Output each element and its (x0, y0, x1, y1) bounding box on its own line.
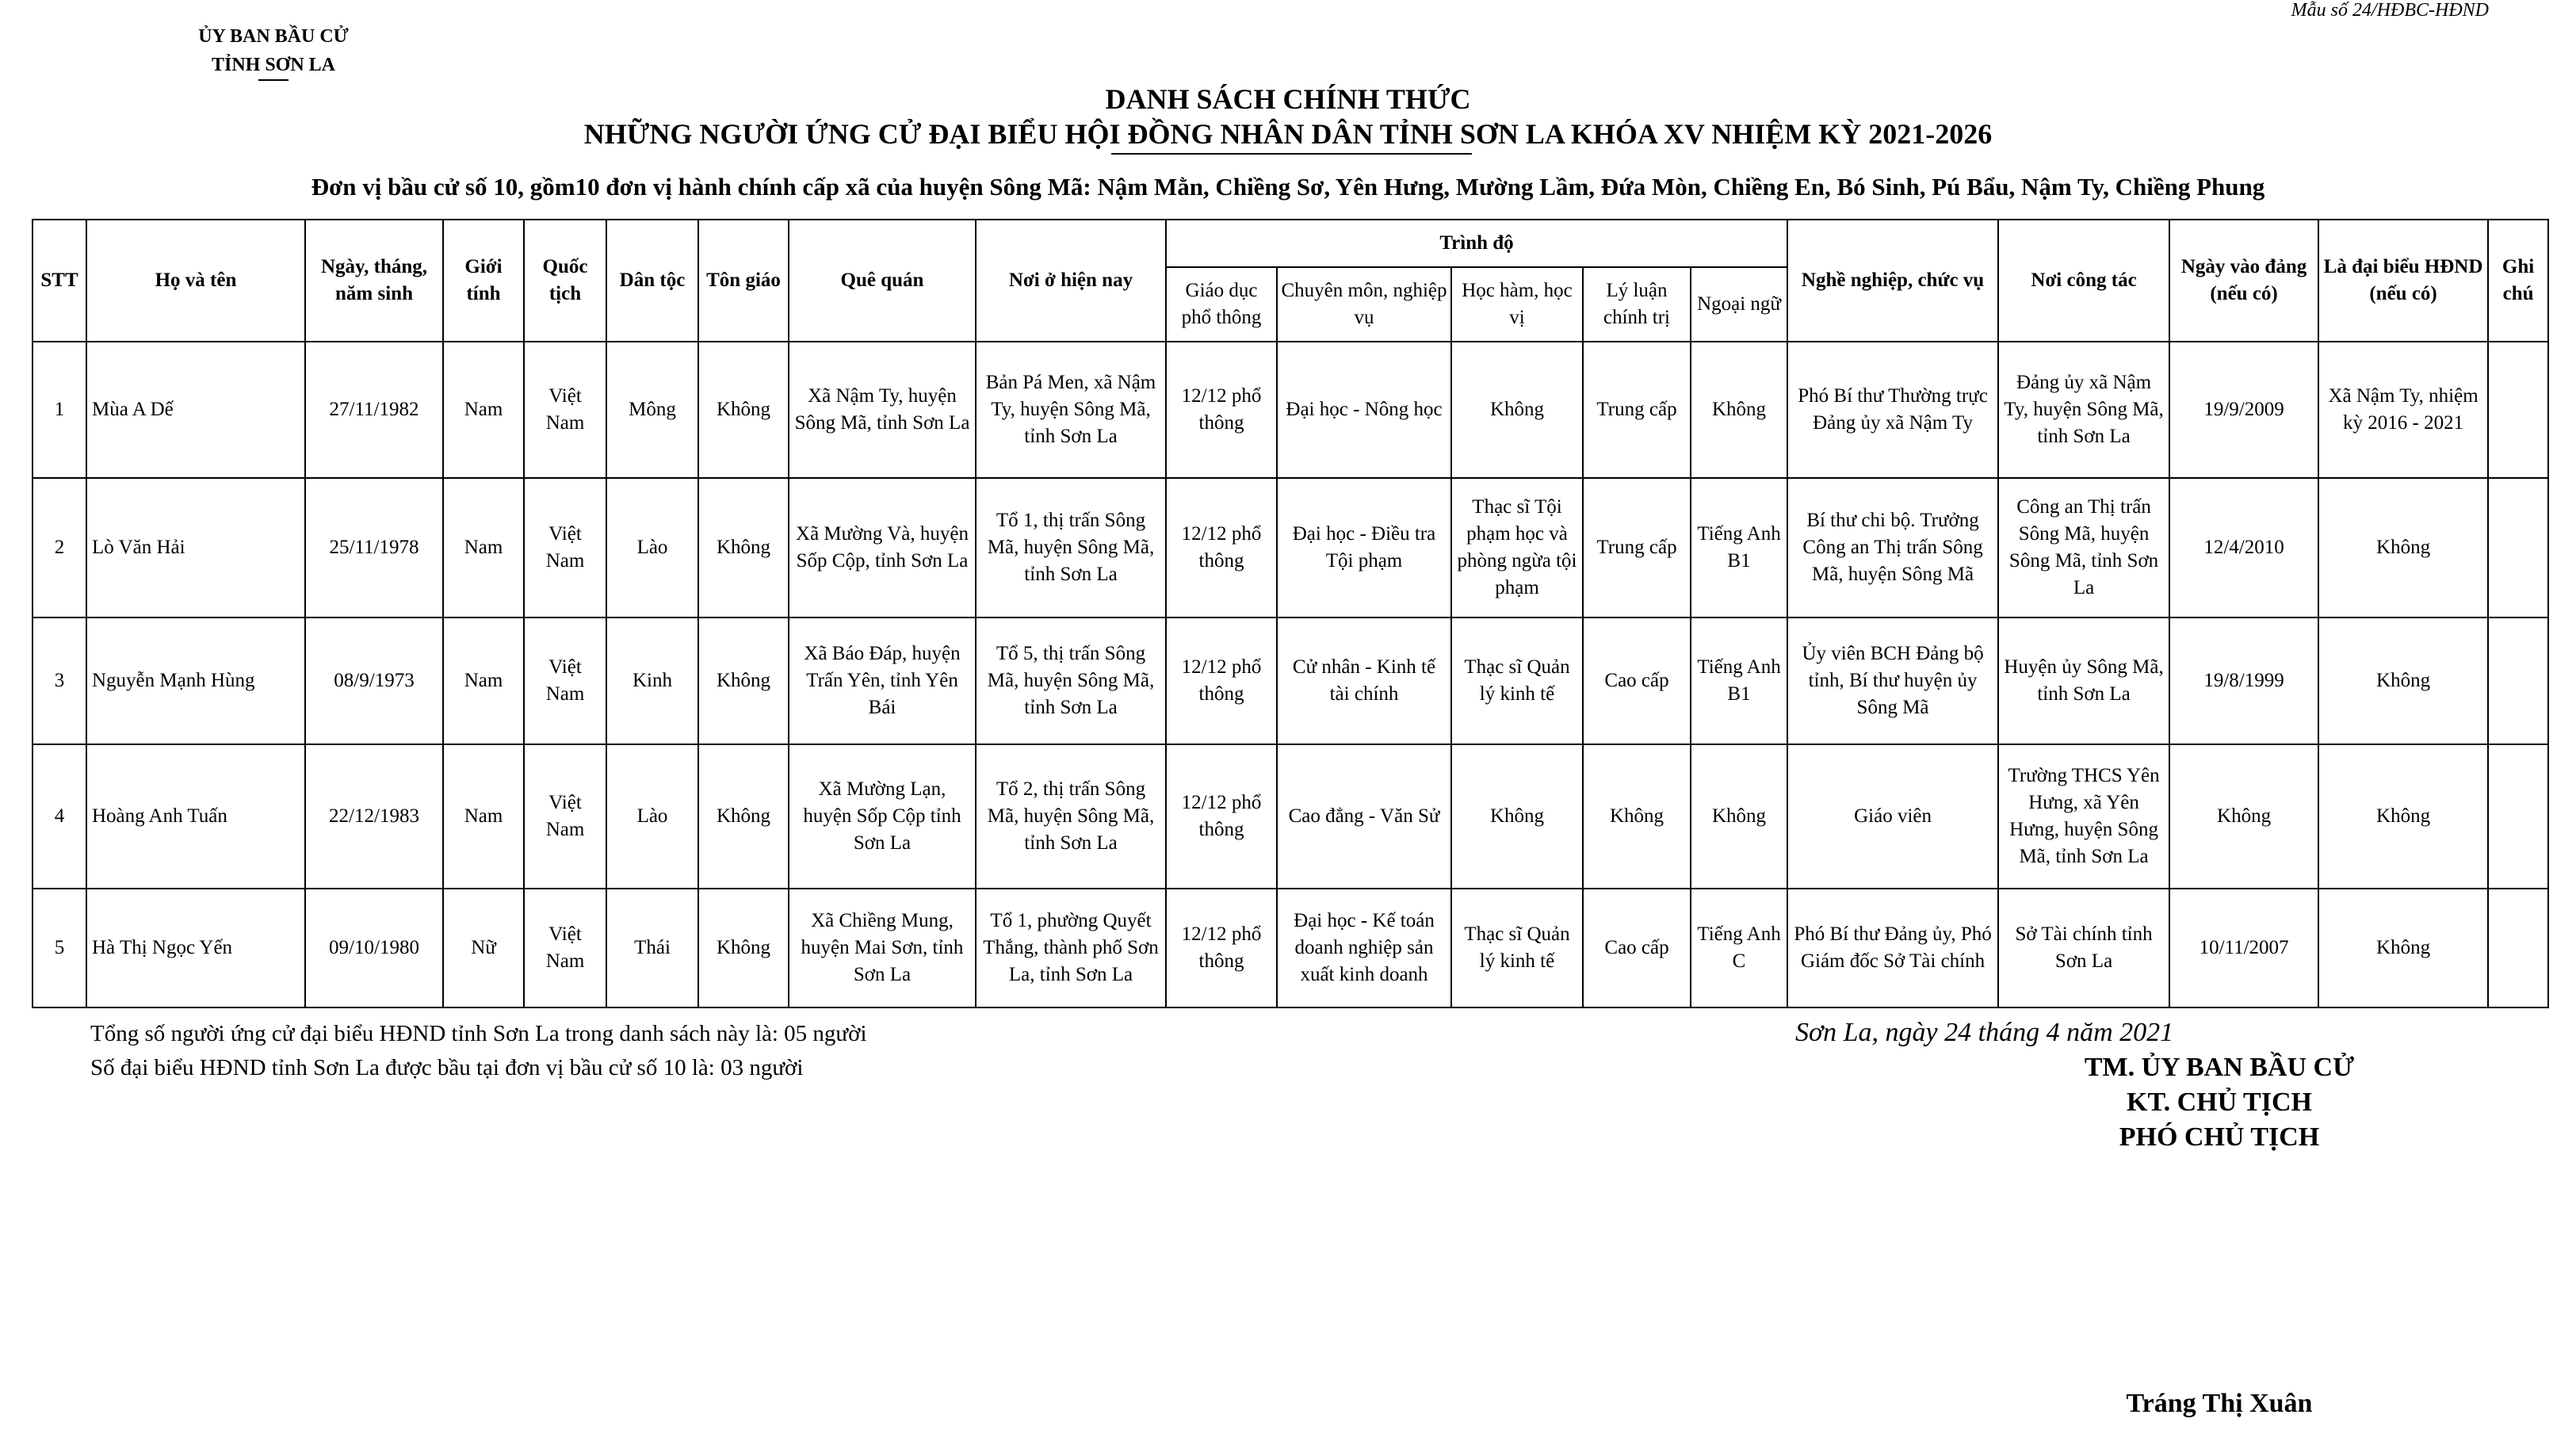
cell-religion: Không (698, 617, 789, 744)
table-row (32, 889, 2548, 1007)
cell-gender: Nam (443, 744, 524, 889)
col-header-professional: Chuyên môn, nghiệp vụ (1277, 267, 1451, 342)
total-candidates-note: Tổng số người ứng cử đại biểu HĐND tỉnh Sơn La trong danh sách này là: 05 người (90, 1021, 867, 1046)
cell-gender: Nam (443, 617, 524, 744)
col-header-delegate: Là đại biểu HĐND (nếu có) (2318, 220, 2488, 342)
electoral-unit-description: Đơn vị bầu cử số 10, gồm10 đơn vị hành chính cấp xã của huyện Sông Mã: Nậm Mằn, Chiềng Sơ, Yên Hưng, Mường Lầm, Đứa Mòn, Chiềng En, Bó Sinh, Pú Bẩu, Nậm Ty, Chiềng Phung (311, 173, 2265, 201)
cell-party-date: 19/9/2009 (2169, 342, 2318, 478)
cell-political: Trung cấp (1583, 342, 1691, 478)
col-header-workplace: Nơi công tác (1998, 220, 2169, 342)
cell-hometown: Xã Nậm Ty, huyện Sông Mã, tỉnh Sơn La (789, 342, 976, 478)
cell-political: Trung cấp (1583, 478, 1691, 617)
signer-title: PHÓ CHỦ TỊCH (2119, 1122, 2320, 1152)
cell-academic: Thạc sĩ Tội phạm học và phòng ngừa tội phạm (1451, 478, 1583, 617)
col-header-ethnicity: Dân tộc (606, 220, 698, 342)
cell-delegate: Không (2318, 744, 2488, 889)
cell-party-date: Không (2169, 744, 2318, 889)
cell-ethnicity: Thái (606, 889, 698, 1007)
form-number: Mẫu số 24/HĐBC-HĐND (2291, 0, 2489, 21)
cell-delegate: Không (2318, 889, 2488, 1007)
cell-occupation: Bí thư chi bộ. Trưởng Công an Thị trấn Sông Mã, huyện Sông Mã (1787, 478, 1998, 617)
cell-delegate: Xã Nậm Ty, nhiệm kỳ 2016 - 2021 (2318, 342, 2488, 478)
cell-occupation: Ủy viên BCH Đảng bộ tỉnh, Bí thư huyện ủy Sông Mã (1787, 617, 1998, 744)
cell-language: Không (1691, 744, 1787, 889)
table-row (32, 617, 2548, 744)
cell-religion: Không (698, 478, 789, 617)
cell-note (2488, 617, 2548, 744)
cell-professional: Đại học - Nông học (1277, 342, 1451, 478)
cell-note (2488, 478, 2548, 617)
signer-name: Tráng Thị Xuân (2126, 1389, 2313, 1418)
cell-hometown: Xã Mường Và, huyện Sốp Cộp, tỉnh Sơn La (789, 478, 976, 617)
col-header-general-edu: Giáo dục phổ thông (1166, 267, 1277, 342)
cell-gender: Nữ (443, 889, 524, 1007)
cell-professional: Đại học - Kế toán doanh nghiệp sản xuất kinh doanh (1277, 889, 1451, 1007)
cell-professional: Đại học - Điều tra Tội phạm (1277, 478, 1451, 617)
table-row (32, 478, 2548, 617)
cell-dob: 22/12/1983 (305, 744, 443, 889)
cell-note (2488, 889, 2548, 1007)
col-header-religion: Tôn giáo (698, 220, 789, 342)
cell-dob: 08/9/1973 (305, 617, 443, 744)
cell-occupation: Phó Bí thư Thường trực Đảng ủy xã Nậm Ty (1787, 342, 1998, 478)
cell-dob: 09/10/1980 (305, 889, 443, 1007)
col-header-occupation: Nghề nghiệp, chức vụ (1787, 220, 1998, 342)
cell-professional: Cử nhân - Kinh tế tài chính (1277, 617, 1451, 744)
cell-language: Tiếng Anh C (1691, 889, 1787, 1007)
cell-delegate: Không (2318, 478, 2488, 617)
cell-language: Tiếng Anh B1 (1691, 617, 1787, 744)
cell-residence: Tổ 5, thị trấn Sông Mã, huyện Sông Mã, tỉnh Sơn La (976, 617, 1166, 744)
cell-residence: Tổ 2, thị trấn Sông Mã, huyện Sông Mã, tỉnh Sơn La (976, 744, 1166, 889)
candidates-table (32, 219, 2549, 1008)
col-header-level-group: Trình độ (1166, 220, 1787, 267)
cell-occupation: Giáo viên (1787, 744, 1998, 889)
col-header-name: Họ và tên (86, 220, 305, 342)
cell-note (2488, 744, 2548, 889)
cell-workplace: Trường THCS Yên Hưng, xã Yên Hưng, huyện Sông Mã, tỉnh Sơn La (1998, 744, 2169, 889)
cell-stt: 5 (32, 889, 86, 1007)
cell-ethnicity: Lào (606, 744, 698, 889)
cell-workplace: Huyện ủy Sông Mã, tỉnh Sơn La (1998, 617, 2169, 744)
cell-gender: Nam (443, 342, 524, 478)
cell-ethnicity: Mông (606, 342, 698, 478)
cell-religion: Không (698, 889, 789, 1007)
title-underline (1111, 153, 1472, 155)
cell-hometown: Xã Báo Đáp, huyện Trấn Yên, tỉnh Yên Bái (789, 617, 976, 744)
table-row (32, 744, 2548, 889)
cell-party-date: 12/4/2010 (2169, 478, 2318, 617)
cell-note (2488, 342, 2548, 478)
cell-general-edu: 12/12 phổ thông (1166, 342, 1277, 478)
cell-name: Hà Thị Ngọc Yến (86, 889, 305, 1007)
cell-professional: Cao đẳng - Văn Sử (1277, 744, 1451, 889)
cell-residence: Bản Pá Men, xã Nậm Ty, huyện Sông Mã, tỉnh Sơn La (976, 342, 1166, 478)
cell-language: Tiếng Anh B1 (1691, 478, 1787, 617)
cell-nationality: Việt Nam (524, 889, 606, 1007)
signing-authority: TM. ỦY BAN BẦU CỬ (2084, 1053, 2355, 1082)
cell-political: Cao cấp (1583, 617, 1691, 744)
cell-workplace: Đảng ủy xã Nậm Ty, huyện Sông Mã, tỉnh Sơn La (1998, 342, 2169, 478)
cell-religion: Không (698, 744, 789, 889)
cell-name: Hoàng Anh Tuấn (86, 744, 305, 889)
document-title: DANH SÁCH CHÍNH THỨC (1105, 83, 1471, 115)
col-header-stt: STT (32, 220, 86, 342)
cell-name: Nguyễn Mạnh Hùng (86, 617, 305, 744)
signing-on-behalf: KT. CHỦ TỊCH (2127, 1088, 2312, 1117)
col-header-gender: Giới tính (443, 220, 524, 342)
elected-delegates-note: Số đại biểu HĐND tỉnh Sơn La được bầu tại đơn vị bầu cử số 10 là: 03 người (90, 1055, 804, 1080)
cell-political: Cao cấp (1583, 889, 1691, 1007)
cell-dob: 25/11/1978 (305, 478, 443, 617)
cell-stt: 4 (32, 744, 86, 889)
cell-stt: 2 (32, 478, 86, 617)
col-header-language: Ngoại ngữ (1691, 267, 1787, 342)
cell-general-edu: 12/12 phổ thông (1166, 617, 1277, 744)
cell-stt: 1 (32, 342, 86, 478)
col-header-party-date: Ngày vào đảng (nếu có) (2169, 220, 2318, 342)
cell-nationality: Việt Nam (524, 342, 606, 478)
col-header-nationality: Quốc tịch (524, 220, 606, 342)
cell-academic: Không (1451, 744, 1583, 889)
cell-workplace: Công an Thị trấn Sông Mã, huyện Sông Mã, tỉnh Sơn La (1998, 478, 2169, 617)
cell-party-date: 10/11/2007 (2169, 889, 2318, 1007)
authority-line-1: ỦY BAN BẦU CỬ (198, 26, 349, 47)
cell-religion: Không (698, 342, 789, 478)
cell-nationality: Việt Nam (524, 478, 606, 617)
cell-general-edu: 12/12 phổ thông (1166, 478, 1277, 617)
authority-line-2: TỈNH SƠN LA (211, 55, 336, 75)
cell-occupation: Phó Bí thư Đảng ủy, Phó Giám đốc Sở Tài chính (1787, 889, 1998, 1007)
col-header-hometown: Quê quán (789, 220, 976, 342)
cell-general-edu: 12/12 phổ thông (1166, 744, 1277, 889)
cell-dob: 27/11/1982 (305, 342, 443, 478)
cell-party-date: 19/8/1999 (2169, 617, 2318, 744)
place-and-date: Sơn La, ngày 24 tháng 4 năm 2021 (1795, 1018, 2174, 1047)
cell-delegate: Không (2318, 617, 2488, 744)
cell-hometown: Xã Chiềng Mung, huyện Mai Sơn, tỉnh Sơn La (789, 889, 976, 1007)
cell-language: Không (1691, 342, 1787, 478)
cell-residence: Tổ 1, thị trấn Sông Mã, huyện Sông Mã, tỉnh Sơn La (976, 478, 1166, 617)
cell-residence: Tổ 1, phường Quyết Thắng, thành phố Sơn La, tỉnh Sơn La (976, 889, 1166, 1007)
cell-academic: Không (1451, 342, 1583, 478)
col-header-political: Lý luận chính trị (1583, 267, 1691, 342)
cell-name: Mùa A Dế (86, 342, 305, 478)
cell-ethnicity: Lào (606, 478, 698, 617)
col-header-dob: Ngày, tháng, năm sinh (305, 220, 443, 342)
cell-gender: Nam (443, 478, 524, 617)
document-title-secondary: NHỮNG NGƯỜI ỨNG CỬ ĐẠI BIỂU HỘI ĐỒNG NHÂN DÂN TỈNH SƠN LA KHÓA XV NHIỆM KỲ 2021-2026 (583, 118, 1993, 150)
col-header-academic: Học hàm, học vị (1451, 267, 1583, 342)
cell-nationality: Việt Nam (524, 744, 606, 889)
cell-academic: Thạc sĩ Quản lý kinh tế (1451, 617, 1583, 744)
cell-name: Lò Văn Hải (86, 478, 305, 617)
cell-academic: Thạc sĩ Quản lý kinh tế (1451, 889, 1583, 1007)
cell-workplace: Sở Tài chính tỉnh Sơn La (1998, 889, 2169, 1007)
col-header-residence: Nơi ở hiện nay (976, 220, 1166, 342)
cell-stt: 3 (32, 617, 86, 744)
authority-underline (258, 79, 289, 81)
col-header-note: Ghi chú (2488, 220, 2548, 342)
cell-nationality: Việt Nam (524, 617, 606, 744)
cell-hometown: Xã Mường Lạn, huyện Sốp Cộp tỉnh Sơn La (789, 744, 976, 889)
issuing-authority (147, 22, 400, 81)
table-row (32, 342, 2548, 478)
cell-general-edu: 12/12 phổ thông (1166, 889, 1277, 1007)
cell-political: Không (1583, 744, 1691, 889)
cell-ethnicity: Kinh (606, 617, 698, 744)
